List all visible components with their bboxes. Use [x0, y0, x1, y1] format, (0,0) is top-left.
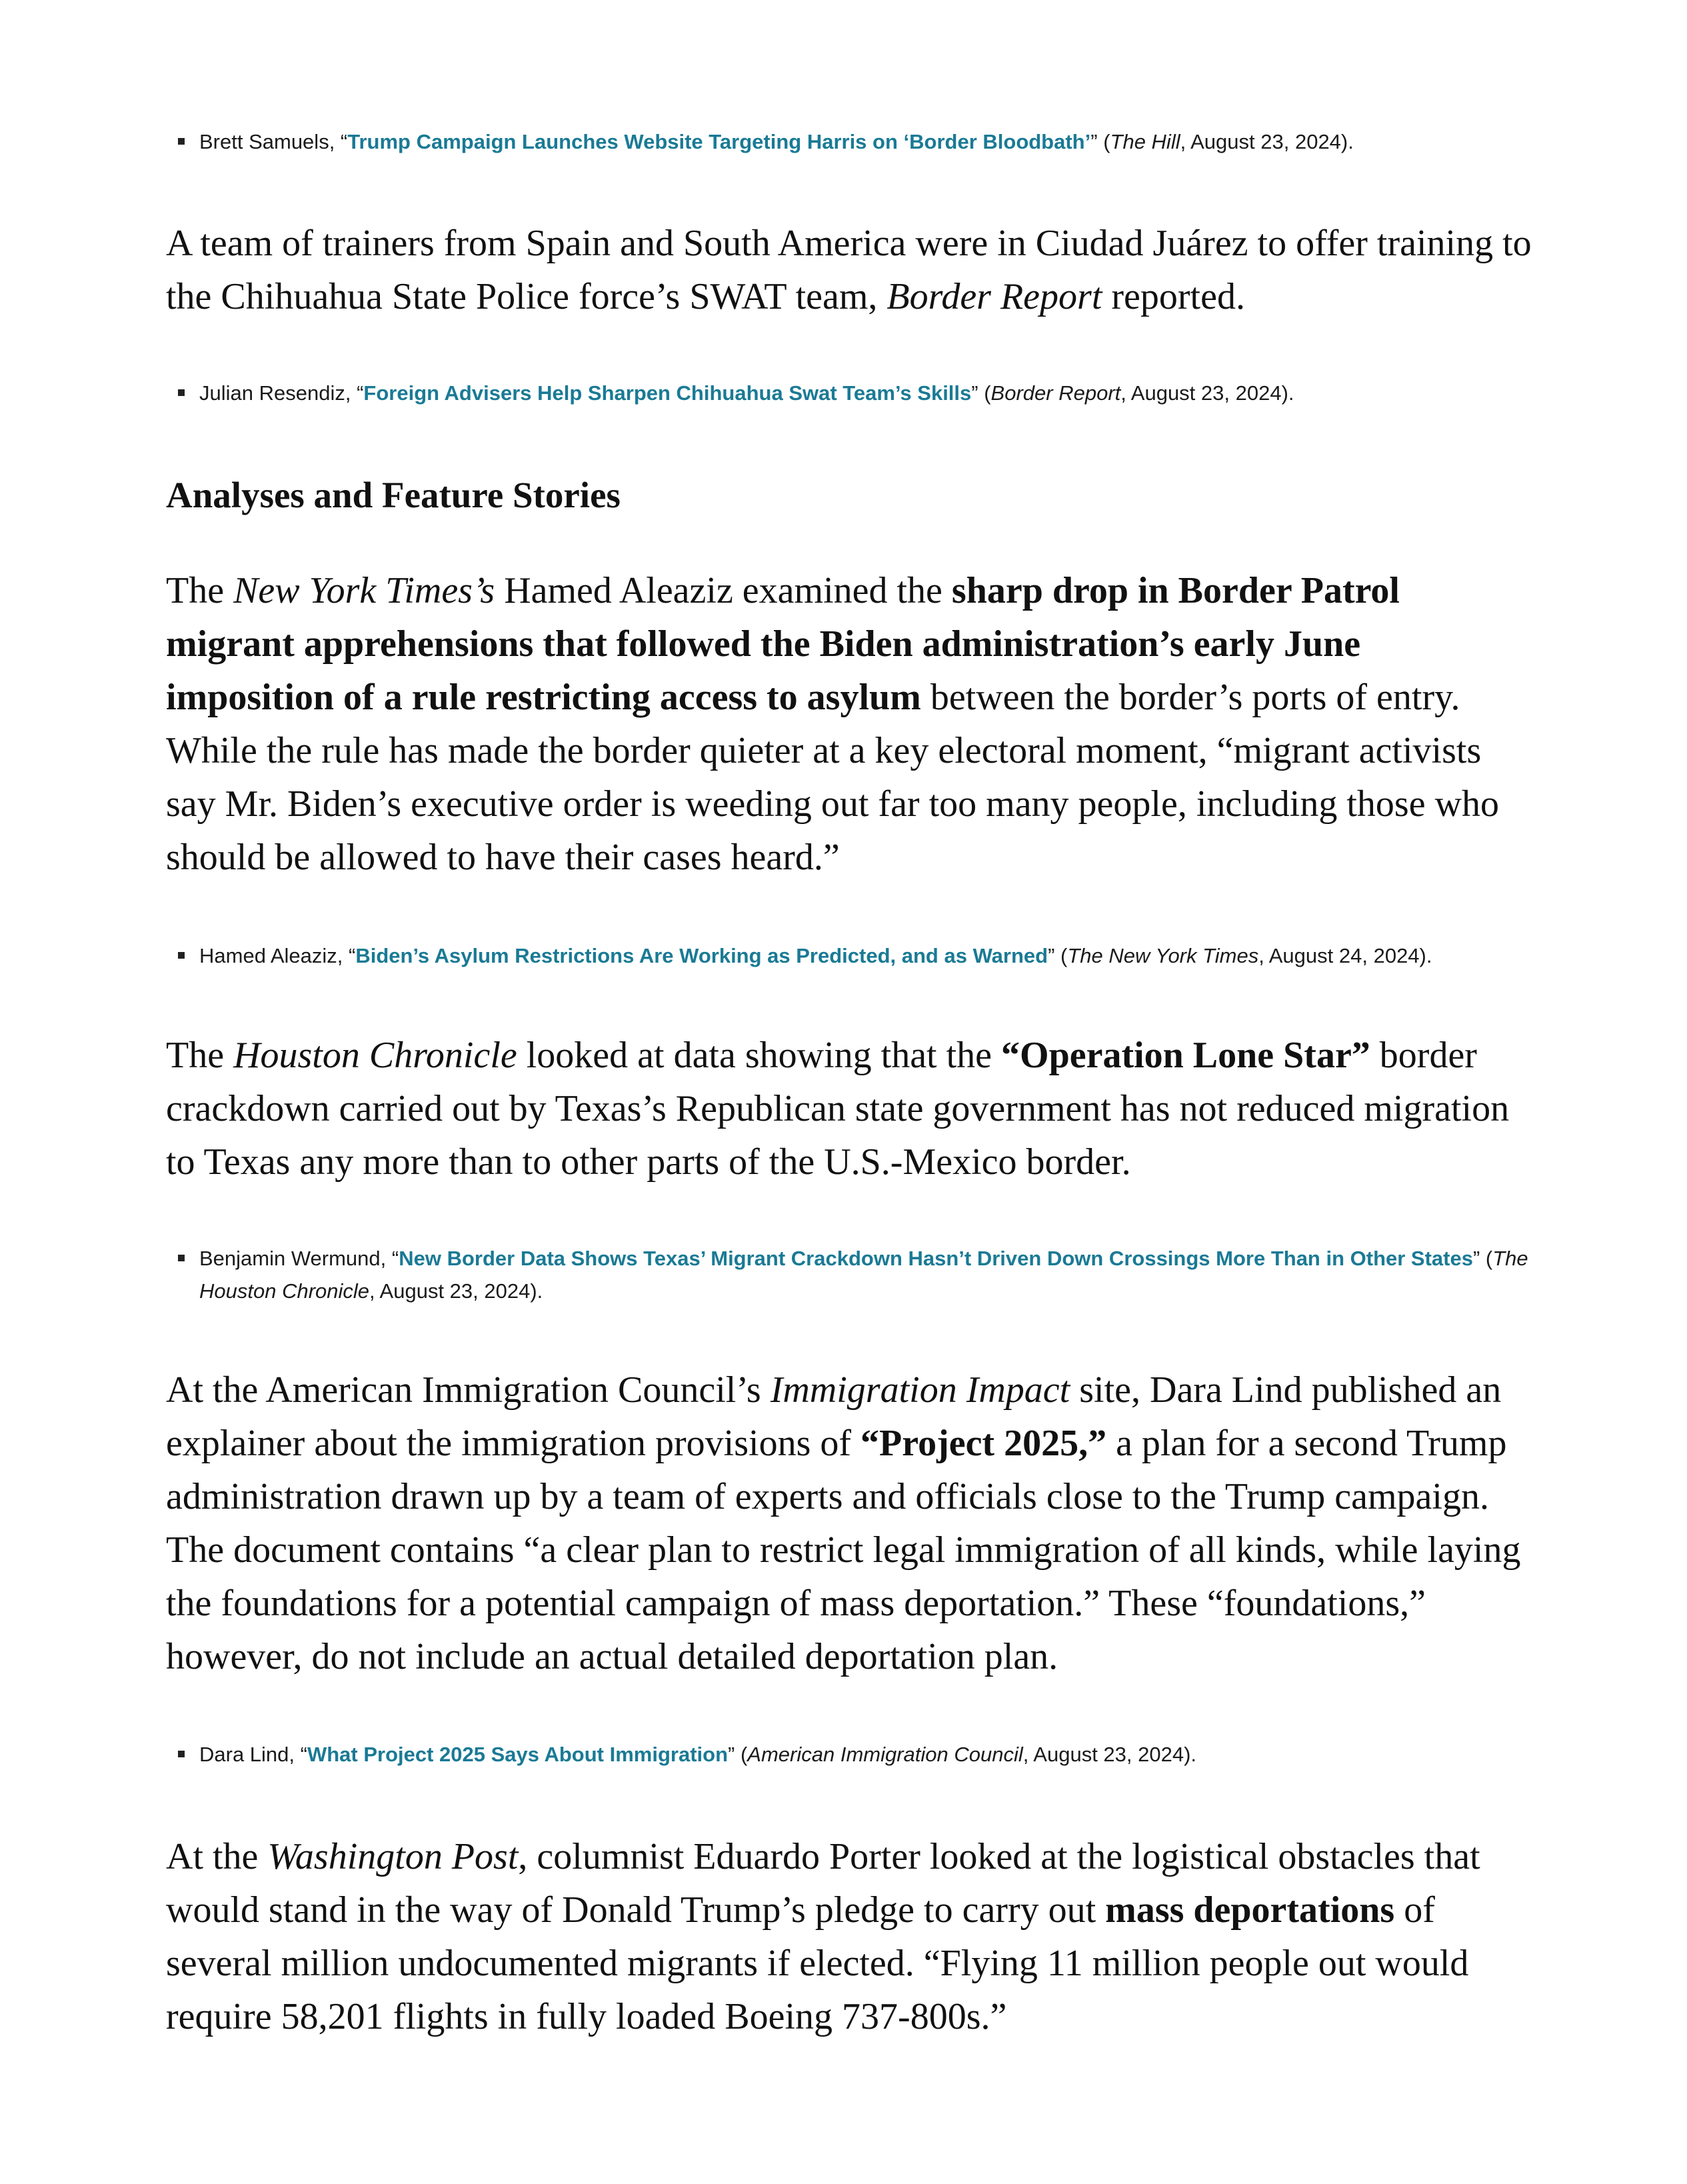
citation-item: [166, 377, 1566, 409]
paragraph: [166, 1029, 1532, 1189]
emphasis-text: sharp drop in Border Patrol migrant apprehensions that followed the Biden administration’s early June imposition of a rule restricting access to asylum: [166, 570, 1400, 718]
citation-paren: (: [735, 1743, 748, 1766]
section-heading: Analyses and Feature Stories: [166, 475, 621, 515]
close-quote: ”: [971, 381, 978, 405]
paragraph: [166, 564, 1532, 884]
publication-name: Washington Post: [267, 1836, 519, 1877]
citation-source: The New York Times: [1067, 944, 1259, 967]
paragraph-text: At the American Immigration Council’s: [166, 1369, 771, 1411]
close-quote: ”: [1090, 130, 1098, 153]
paragraph-text: The: [166, 1035, 234, 1076]
paragraph: [166, 1830, 1532, 2043]
citation-date: , August 23, 2024).: [1120, 381, 1294, 405]
paragraph-text: site, Dara Lind published an explainer about the immigration provisions of: [166, 1369, 1502, 1464]
emphasis-text: “Operation Lone Star”: [1001, 1035, 1370, 1076]
paragraph-text: of several million undocumented migrants if elected. “Flying 11 million people out would require 58,201 flights in fully loaded Boeing 737-800s.”: [166, 1889, 1469, 2037]
paragraph-text: A team of trainers from Spain and South America were in Ciudad Juárez to offer training to the Chihuahua State Police force’s SWAT team,: [166, 223, 1532, 317]
open-quote: “: [357, 381, 364, 405]
citation-date: , August 23, 2024).: [369, 1279, 543, 1303]
publication-name: Houston Chronicle: [233, 1035, 517, 1076]
open-quote: “: [300, 1743, 307, 1766]
citation-paren: (: [978, 381, 991, 405]
paragraph-text: border crackdown carried out by Texas’s Republican state government has not reduced migration to Texas any more than to other parts of the U.S.-Mexico border.: [166, 1035, 1510, 1183]
paragraph-text: Hamed Aleaziz examined the: [495, 570, 952, 611]
open-quote: “: [391, 1247, 399, 1270]
citation-source: Border Report: [990, 381, 1121, 405]
paragraph-text: looked at data showing that the: [517, 1035, 1002, 1076]
citation-date: , August 23, 2024).: [1180, 130, 1354, 153]
citation-date: , August 24, 2024).: [1258, 944, 1432, 967]
citation-author: Benjamin Wermund,: [199, 1247, 392, 1270]
open-quote: “: [340, 130, 348, 153]
open-quote: “: [349, 944, 356, 967]
bullet-icon: [178, 952, 185, 959]
emphasis-text: “Project 2025,”: [860, 1423, 1107, 1464]
citation-item: [166, 1738, 1566, 1771]
paragraph-text: a plan for a second Trump administration drawn up by a team of experts and officials close to the Trump campaign. The document contains “a clear plan to restrict legal immigration of all kinds, while laying the foundations for a potential campaign of mass deportation.” These “foundations,” however, do not include an actual detailed deportation plan.: [166, 1423, 1521, 1677]
citation-link[interactable]: New Border Data Shows Texas’ Migrant Crackdown Hasn’t Driven Down Crossings More Than in Other States: [399, 1247, 1473, 1270]
citation-item: [166, 125, 1566, 158]
close-quote: ”: [1048, 944, 1055, 967]
citation-author: Dara Lind,: [199, 1743, 301, 1766]
close-quote: ”: [1472, 1247, 1480, 1270]
citation-item: [166, 1242, 1566, 1307]
citation-author: Hamed Aleaziz,: [199, 944, 349, 967]
citation-link[interactable]: Foreign Advisers Help Sharpen Chihuahua Swat Team’s Skills: [363, 381, 972, 405]
citation-date: , August 23, 2024).: [1022, 1743, 1197, 1766]
citation-link[interactable]: What Project 2025 Says About Immigration: [307, 1743, 729, 1766]
citation-author: Julian Resendiz,: [199, 381, 357, 405]
close-quote: ”: [728, 1743, 735, 1766]
citation-link[interactable]: Trump Campaign Launches Website Targeting Harris on ‘Border Bloodbath’: [347, 130, 1091, 153]
emphasis-text: mass deportations: [1105, 1889, 1395, 1931]
publication-name: Border Report: [886, 276, 1102, 317]
paragraph-text: The: [166, 570, 234, 611]
citation-paren: (: [1480, 1247, 1493, 1270]
publication-name: New York Times’s: [233, 570, 495, 611]
publication-name: Immigration Impact: [770, 1369, 1070, 1411]
paragraph-text: , columnist Eduardo Porter looked at the logistical obstacles that would stand in the way of Donald Trump’s pledge to carry out: [166, 1836, 1480, 1931]
bullet-icon: [178, 138, 185, 145]
citation-source: American Immigration Council: [747, 1743, 1023, 1766]
bullet-icon: [178, 1751, 185, 1757]
bullet-icon: [178, 389, 185, 396]
citation-source: The Hill: [1110, 130, 1180, 153]
citation-item: [166, 939, 1566, 972]
bullet-icon: [178, 1255, 185, 1261]
paragraph-text: reported.: [1102, 276, 1245, 317]
paragraph-text: between the border’s ports of entry. While the rule has made the border quieter at a key electoral moment, “migrant activists say Mr. Biden’s executive order is weeding out far too many people, including those who should be allowed to have their cases heard.”: [166, 677, 1500, 878]
paragraph-text: At the: [166, 1836, 268, 1877]
citation-paren: (: [1054, 944, 1068, 967]
citation-source: The Houston Chronicle: [199, 1247, 1528, 1303]
paragraph: [166, 1363, 1532, 1683]
citation-link[interactable]: Biden’s Asylum Restrictions Are Working as Predicted, and as Warned: [355, 944, 1048, 967]
citation-author: Brett Samuels,: [199, 130, 341, 153]
paragraph: [166, 217, 1532, 323]
citation-paren: (: [1097, 130, 1110, 153]
